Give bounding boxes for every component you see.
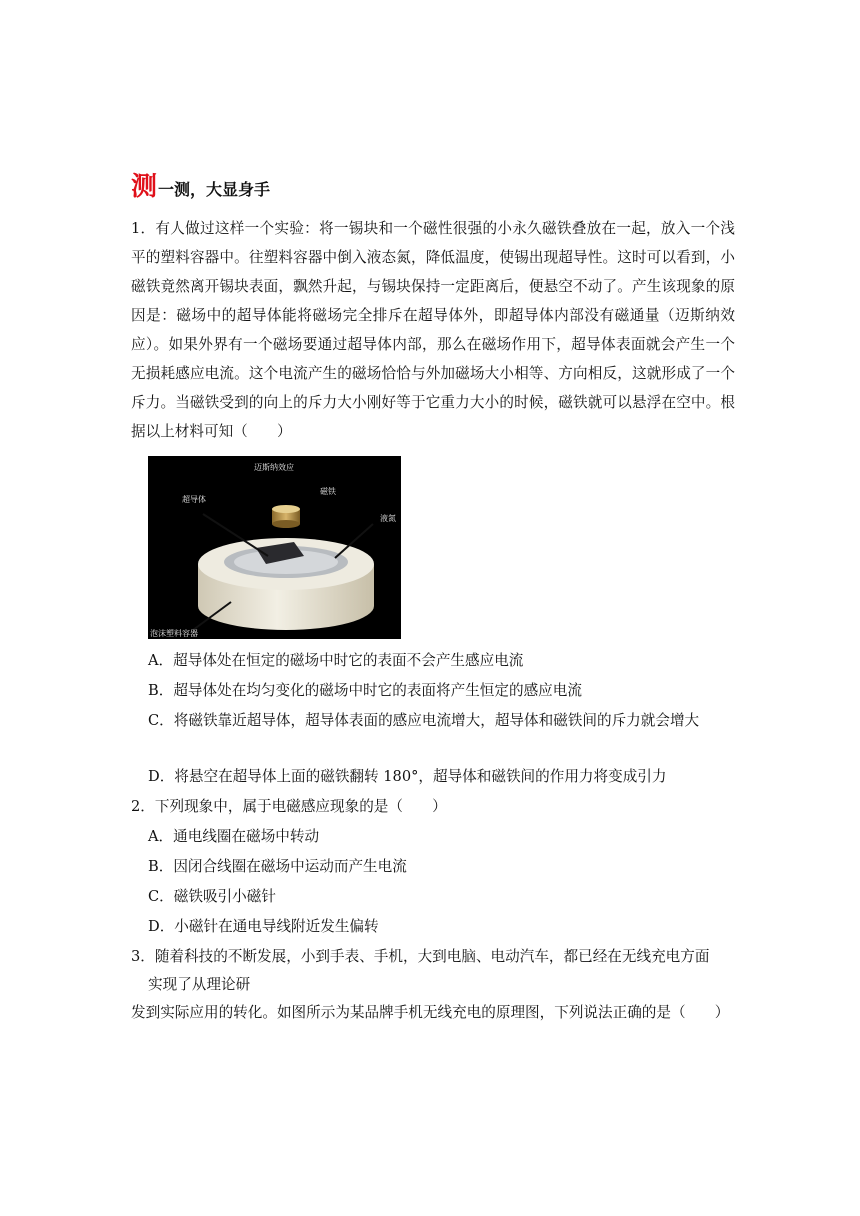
question-3-stem-line-3: 发到实际应用的转化。如图所示为某品牌手机无线充电的原理图，下列说法正确的是（ ） xyxy=(131,1004,730,1021)
figure-label-liquid-nitrogen: 液氮 xyxy=(380,514,396,523)
q1-option-d: D．将悬空在超导体上面的磁铁翻转 180°，超导体和磁铁间的作用力将变成引力 xyxy=(148,768,667,785)
meissner-illustration xyxy=(148,456,401,639)
q2-option-d: D．小磁针在通电导线附近发生偏转 xyxy=(148,918,379,935)
figure-label-container: 泡沫塑料容器 xyxy=(150,629,198,638)
figure-label-title: 迈斯纳效应 xyxy=(254,463,294,472)
question-3-stem-line-2: 实现了从理论研 xyxy=(148,976,251,993)
question-3-stem-line-1: 3．随着科技的不断发展，小到手表、手机，大到电脑、电动汽车，都已经在无线充电方面 xyxy=(131,948,710,965)
meissner-effect-figure xyxy=(148,456,401,639)
heading-text: 一测，大显身手 xyxy=(158,180,271,199)
heading-highlight-char: 测 xyxy=(131,172,158,202)
q2-option-b: B．因闭合线圈在磁场中运动而产生电流 xyxy=(148,858,407,875)
question-1-stem: 1．有人做过这样一个实验：将一锡块和一个磁性很强的小永久磁铁叠放在一起，放入一个浅平的塑料容器中。往塑料容器中倒入液态氮，降低温度，使锡出现超导性。这时可以看到，小磁铁竟然离开锡块表面，飘然升起，与锡块保持一定距离后，便悬空不动了。产生该现象的原因是：磁场中的超导体能将磁场完全排斥在超导体外，即超导体内部没有磁通量（迈斯纳效应）。如果外界有一个磁场要通过超导体内部，那么在磁场作用下，超导体表面就会产生一个无损耗感应电流。这个电流产生的磁场恰恰与外加磁场大小相等、方向相反，这就形成了一个斥力。当磁铁受到的向上的斥力大小刚好等于它重力大小的时候，磁铁就可以悬浮在空中。根据以上材料可知（ ） xyxy=(131,220,735,440)
section-heading xyxy=(131,168,270,202)
question-2-stem: 2．下列现象中，属于电磁感应现象的是（ ） xyxy=(131,798,447,815)
q1-option-b: B．超导体处在均匀变化的磁场中时它的表面将产生恒定的感应电流 xyxy=(148,682,582,699)
q2-option-c: C．磁铁吸引小磁针 xyxy=(148,888,276,905)
q1-option-c: C．将磁铁靠近超导体，超导体表面的感应电流增大，超导体和磁铁间的斥力就会增大 xyxy=(148,712,700,729)
q1-option-a: A．超导体处在恒定的磁场中时它的表面不会产生感应电流 xyxy=(148,652,524,669)
figure-label-superconductor: 超导体 xyxy=(182,495,206,504)
q2-option-a: A．通电线圈在磁场中转动 xyxy=(148,828,320,845)
figure-label-magnet: 磁铁 xyxy=(320,487,336,496)
